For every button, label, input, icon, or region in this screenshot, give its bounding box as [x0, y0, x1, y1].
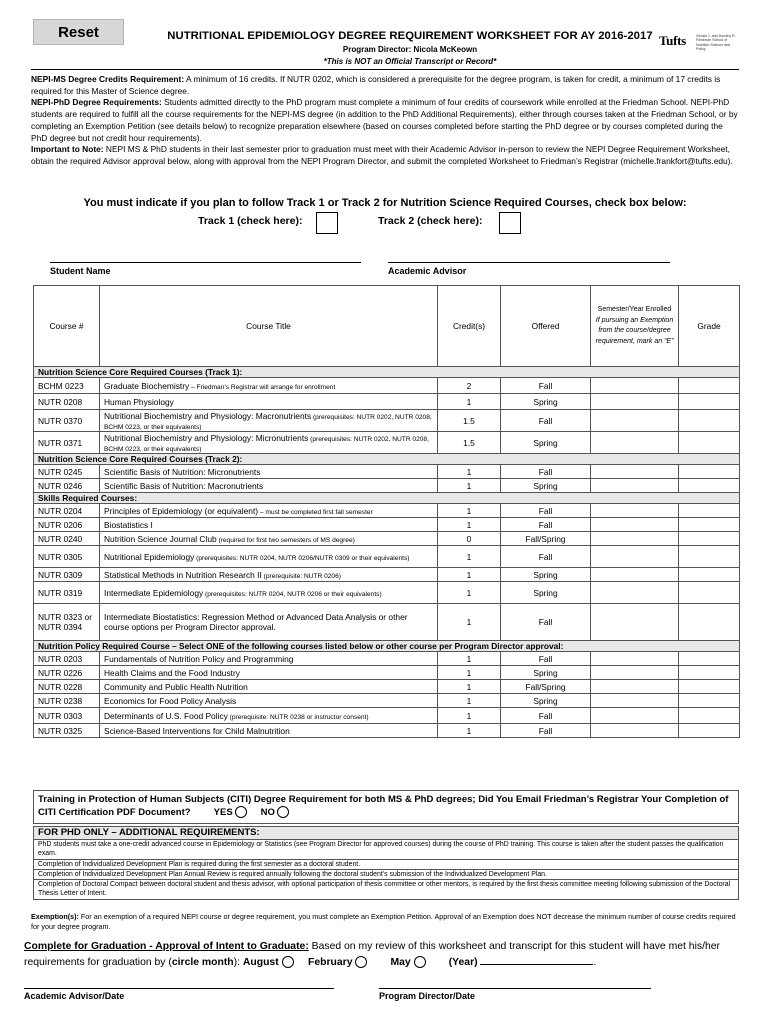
grade-cell[interactable] — [679, 694, 740, 708]
table-row — [34, 666, 740, 680]
logo-subtitle: Gerald J. and Dorothy R. Friedman School of Nutrition Science and Policy — [696, 34, 736, 51]
tufts-wordmark: Tufts — [659, 33, 686, 48]
semester-enrolled-cell[interactable] — [591, 465, 679, 479]
course-offered: Fall — [501, 604, 591, 641]
course-credits: 1 — [438, 568, 501, 582]
course-title — [100, 582, 438, 604]
course-offered: Fall — [501, 504, 591, 518]
phd-requirement-row — [34, 840, 739, 860]
grade-cell[interactable] — [679, 724, 740, 738]
course-title — [100, 694, 438, 708]
course-title — [100, 432, 438, 454]
course-title-text: Economics for Food Policy Analysis — [104, 695, 237, 706]
citi-no-label: NO — [260, 807, 275, 818]
ms-label: NEPI-MS Degree Credits Requirement: — [31, 74, 185, 84]
course-title — [100, 532, 438, 546]
course-title — [100, 546, 438, 568]
course-offered: Fall/Spring — [501, 680, 591, 694]
course-credits: 1 — [438, 518, 501, 532]
course-offered: Spring — [501, 568, 591, 582]
course-credits: 1 — [438, 652, 501, 666]
semester-enrolled-cell[interactable] — [591, 694, 679, 708]
course-title-text: Health Claims and the Food Industry — [104, 667, 240, 678]
exemption-note — [31, 912, 741, 932]
course-title — [100, 518, 438, 532]
advisor-signature-line[interactable] — [24, 988, 334, 989]
reset-button[interactable]: Reset — [33, 19, 124, 45]
course-title-text: Fundamentals of Nutrition Policy and Programming — [104, 653, 294, 664]
table-row — [34, 518, 740, 532]
course-offered: Spring — [501, 666, 591, 680]
semester-enrolled-cell[interactable] — [591, 410, 679, 432]
course-title-text: Science-Based Interventions for Child Malnutrition — [104, 725, 290, 736]
course-offered: Fall — [501, 378, 591, 394]
course-note: (prerequisites: NUTR 0204, NUTR 0206 or their equivalents) — [203, 590, 382, 598]
advisor-name-line[interactable] — [388, 262, 670, 263]
course-title — [100, 652, 438, 666]
course-number: NUTR 0371 — [34, 432, 100, 454]
year-input-line[interactable] — [480, 954, 593, 965]
citi-text: Training in Protection of Human Subjects (CITI) Degree Requirement for both MS & PhD degrees; Did You Email Friedman’s Registrar Your Completion of CITI Certification PDF Document? — [38, 794, 729, 818]
graduation-label: Complete for Graduation - Approval of Intent to Graduate: — [24, 941, 309, 952]
course-number: NUTR 0246 — [34, 479, 100, 493]
course-title-text: Nutritional Biochemistry and Physiology: Micronutrients — [104, 432, 309, 443]
course-title-text: Graduate Biochemistry — [104, 380, 190, 391]
header-offered: Offered — [501, 286, 591, 367]
course-offered: Fall — [501, 546, 591, 568]
course-title — [100, 680, 438, 694]
grade-cell[interactable] — [679, 652, 740, 666]
exemption-label: Exemption(s): — [31, 912, 79, 921]
grade-cell[interactable] — [679, 532, 740, 546]
course-credits: 1.5 — [438, 410, 501, 432]
director-date-label: Program Director/Date — [379, 991, 476, 1001]
course-number: NUTR 0325 — [34, 724, 100, 738]
course-number: NUTR 0305 — [34, 546, 100, 568]
table-row — [34, 465, 740, 479]
course-number: NUTR 0203 — [34, 652, 100, 666]
course-credits: 1 — [438, 666, 501, 680]
course-title — [100, 479, 438, 493]
august-radio[interactable] — [282, 956, 294, 968]
table-row — [34, 582, 740, 604]
course-table — [33, 285, 740, 738]
semester-enrolled-cell[interactable] — [591, 432, 679, 454]
requirements-intro — [31, 74, 741, 168]
course-note: (prerequisites: NUTR 0202, NUTR 0208, BCHM 0223, or their equivalents) — [104, 413, 432, 431]
semester-enrolled-cell[interactable] — [591, 532, 679, 546]
table-row — [34, 479, 740, 493]
grade-cell[interactable] — [679, 546, 740, 568]
table-row — [34, 378, 740, 394]
semester-enrolled-cell[interactable] — [591, 604, 679, 641]
section-title-policy: Nutrition Policy Required Course – Select ONE of the following courses listed below or other course per Program Director approval: — [34, 641, 740, 652]
graduation-approval — [24, 939, 744, 970]
transcript-notice: *This is NOT an Official Transcript or Record* — [323, 57, 497, 66]
semester-enrolled-cell[interactable] — [591, 518, 679, 532]
track2-label: Track 2 (check here): — [378, 215, 483, 227]
course-number: NUTR 0226 — [34, 666, 100, 680]
phd-label: NEPI-PhD Degree Requirements: — [31, 97, 162, 108]
course-note: (required for first two semesters of MS degree) — [216, 536, 355, 544]
graduation-text1: Based on my review of this worksheet and transcript for this student will have met his/her requirements for graduation by ( — [24, 941, 720, 968]
course-number: NUTR 0238 — [34, 694, 100, 708]
section-title-track1: Nutrition Science Core Required Courses (Track 1): — [34, 367, 740, 378]
graduation-text2: ): — [233, 957, 240, 968]
course-number: NUTR 0323 or NUTR 0394 — [34, 604, 100, 641]
course-title — [100, 378, 438, 394]
course-offered: Spring — [501, 582, 591, 604]
table-header-row — [34, 286, 740, 367]
header-semester-note: If pursuing an Exemption from the course/degree requirement, mark an “E” — [595, 316, 674, 345]
page-title: NUTRITIONAL EPIDEMIOLOGY DEGREE REQUIREMENT WORKSHEET FOR AY 2016-2017 — [167, 30, 653, 42]
phd-requirement-text: Completion of Individualized Development Plan Annual Review is required annually following the doctoral student’s submission of the Individualized Development Plan. — [34, 869, 739, 879]
grade-cell[interactable] — [679, 432, 740, 454]
course-offered: Fall — [501, 724, 591, 738]
table-row — [34, 394, 740, 410]
grade-cell[interactable] — [679, 479, 740, 493]
course-number: NUTR 0204 — [34, 504, 100, 518]
phd-requirement-row — [34, 880, 739, 900]
course-title-text: Statistical Methods in Nutrition Research II — [104, 569, 262, 580]
graduation-period: . — [593, 957, 597, 968]
phd-requirement-text: Completion of Doctoral Compact between doctoral student and thesis advisor, with optional participation of thesis committee or other mentors, is required by the first thesis committee meeting following submission of the Doctoral Thesis Letter of Intent. — [34, 880, 739, 900]
student-name-label: Student Name — [50, 266, 111, 276]
course-number: BCHM 0223 — [34, 378, 100, 394]
course-title — [100, 724, 438, 738]
course-credits: 0 — [438, 532, 501, 546]
course-note: (prerequisite: NUTR 0206) — [261, 572, 341, 580]
phd-requirement-row — [34, 859, 739, 869]
course-offered: Spring — [501, 432, 591, 454]
course-offered: Spring — [501, 394, 591, 410]
course-number: NUTR 0370 — [34, 410, 100, 432]
section-row-track1 — [34, 367, 740, 378]
director-signature-line[interactable] — [379, 988, 651, 989]
course-number: NUTR 0240 — [34, 532, 100, 546]
track2-checkbox[interactable] — [499, 212, 521, 234]
table-row — [34, 432, 740, 454]
august-label: August — [242, 957, 279, 968]
course-credits: 2 — [438, 378, 501, 394]
section-title-skills: Skills Required Courses: — [34, 493, 740, 504]
course-credits: 1 — [438, 504, 501, 518]
course-credits: 1 — [438, 694, 501, 708]
exemption-text: For an exemption of a required NEPI course or degree requirement, you must complete an Exemption Petition. Approval of an Exemption does NOT decrease the minimum number of course credits required for your degree program. — [31, 912, 736, 932]
course-number: NUTR 0245 — [34, 465, 100, 479]
grade-cell[interactable] — [679, 410, 740, 432]
grade-cell[interactable] — [679, 680, 740, 694]
course-number: NUTR 0228 — [34, 680, 100, 694]
semester-enrolled-cell[interactable] — [591, 504, 679, 518]
table-row — [34, 680, 740, 694]
course-offered: Spring — [501, 479, 591, 493]
header-semester — [591, 286, 679, 367]
february-radio[interactable] — [355, 956, 367, 968]
course-credits: 1 — [438, 724, 501, 738]
course-title — [100, 394, 438, 410]
phd-requirement-text: Completion of Individualized Development Plan is required during the first semester as a doctoral student. — [34, 859, 739, 869]
table-row — [34, 604, 740, 641]
table-row — [34, 546, 740, 568]
course-title — [100, 465, 438, 479]
important-note — [31, 144, 741, 167]
semester-enrolled-cell[interactable] — [591, 546, 679, 568]
course-note: (prerequisite: NUTR 0238 or instructor consent) — [227, 713, 369, 721]
advisor-date-label: Academic Advisor/Date — [24, 991, 125, 1001]
course-credits: 1 — [438, 394, 501, 410]
course-title-text: Determinants of U.S. Food Policy — [104, 710, 228, 721]
grade-cell[interactable] — [679, 378, 740, 394]
track-heading: You must indicate if you plan to follow Track 1 or Track 2 for Nutrition Science Required Courses, check box below: — [83, 197, 687, 209]
grade-cell[interactable] — [679, 394, 740, 410]
grade-cell[interactable] — [679, 666, 740, 680]
circle-month-label: circle month — [171, 957, 234, 968]
ms-text: A minimum of 16 credits. If NUTR 0202, which is considered a prerequisite for the degree program, is taken for credit, a minimum of 17 credits is required for this Master of Science degree. — [31, 74, 721, 96]
table-row — [34, 410, 740, 432]
course-title-text: Scientific Basis of Nutrition: Macronutrients — [104, 480, 264, 491]
student-name-line[interactable] — [50, 262, 361, 263]
table-row — [34, 504, 740, 518]
section-row-policy — [34, 641, 740, 652]
february-label: February — [308, 957, 353, 968]
course-note: – must be completed first fall semester — [258, 508, 373, 516]
citi-yes-radio[interactable] — [235, 806, 247, 818]
phd-title-row — [34, 827, 739, 840]
note-label: Important to Note: — [31, 144, 104, 155]
course-number: NUTR 0309 — [34, 568, 100, 582]
course-credits: 1 — [438, 680, 501, 694]
semester-enrolled-cell[interactable] — [591, 582, 679, 604]
course-title-text: Nutritional Epidemiology — [104, 551, 195, 562]
course-offered: Fall — [501, 708, 591, 724]
course-title — [100, 410, 438, 432]
grade-cell[interactable] — [679, 518, 740, 532]
course-credits: 1 — [438, 604, 501, 641]
citi-requirement — [33, 790, 739, 824]
header-title: Course Title — [100, 286, 438, 367]
phd-requirements-table — [33, 826, 739, 900]
course-credits: 1 — [438, 708, 501, 724]
grade-cell[interactable] — [679, 568, 740, 582]
course-title-text: Principles of Epidemiology (or equivalent) — [104, 505, 259, 516]
semester-enrolled-cell[interactable] — [591, 680, 679, 694]
header-grade: Grade — [679, 286, 740, 367]
header-semester-label: Semester/Year Enrolled — [597, 306, 672, 313]
course-number: NUTR 0208 — [34, 394, 100, 410]
grade-cell[interactable] — [679, 504, 740, 518]
track1-label: Track 1 (check here): — [198, 215, 303, 227]
course-number: NUTR 0303 — [34, 708, 100, 724]
section-row-track2 — [34, 454, 740, 465]
ms-requirement — [31, 74, 741, 97]
course-offered: Fall — [501, 652, 591, 666]
course-title — [100, 666, 438, 680]
section-title-track2: Nutrition Science Core Required Courses (Track 2): — [34, 454, 740, 465]
may-label: May — [390, 957, 411, 968]
course-credits: 1 — [438, 479, 501, 493]
course-title-text: Nutritional Biochemistry and Physiology: Macronutrients — [104, 410, 312, 421]
grade-cell[interactable] — [679, 465, 740, 479]
grade-cell[interactable] — [679, 604, 740, 641]
phd-title: FOR PHD ONLY – ADDITIONAL REQUIREMENTS: — [34, 827, 739, 840]
course-note: (prerequisites: NUTR 0202, NUTR 0208, BCHM 0223, or their equivalents) — [104, 435, 429, 453]
course-title — [100, 504, 438, 518]
course-title-text: Intermediate Epidemiology — [104, 587, 204, 598]
semester-enrolled-cell[interactable] — [591, 708, 679, 724]
phd-requirement — [31, 97, 741, 144]
course-offered: Spring — [501, 694, 591, 708]
semester-enrolled-cell[interactable] — [591, 666, 679, 680]
semester-enrolled-cell[interactable] — [591, 479, 679, 493]
course-title — [100, 708, 438, 724]
header-credits: Credit(s) — [438, 286, 501, 367]
note-text: NEPI MS & PhD students in their last semester prior to graduation must meet with their Academic Advisor in-person to review the NEPI Degree Requirement Worksheet, obtain the required Advisor approval below, along with approval from the NEPI Program Director, and submit the completed Worksheet to Friedman’s Registrar (michelle.frankfort@tufts.edu). — [31, 144, 733, 166]
table-row — [34, 708, 740, 724]
semester-enrolled-cell[interactable] — [591, 378, 679, 394]
course-title-text: Intermediate Biostatistics: Regression Method or Advanced Data Analysis or other course options per Program Director approval. — [104, 612, 408, 632]
course-title-text: Community and Public Health Nutrition — [104, 681, 248, 692]
course-title-text: Human Physiology — [104, 396, 174, 407]
advisor-name-label: Academic Advisor — [388, 266, 467, 276]
table-row — [34, 724, 740, 738]
semester-enrolled-cell[interactable] — [591, 652, 679, 666]
phd-requirement-row — [34, 869, 739, 879]
grade-cell[interactable] — [679, 582, 740, 604]
program-director: Program Director: Nicola McKeown — [342, 45, 478, 54]
semester-enrolled-cell[interactable] — [591, 724, 679, 738]
course-number: NUTR 0319 — [34, 582, 100, 604]
course-title — [100, 604, 438, 641]
phd-text: Students admitted directly to the PhD program must complete a minimum of four credits of coursework while enrolled at the Friedman School. NEPI-PhD students are required to fulfill all the course requirements for the NEPI-MS degree (in addition to the PhD Additional Requirements), either through courses taken at the Friedman School, or by completing an Exemption Petition (see details below) to recognize preparation elsewhere (based on courses completed before starting the PhD degree or by courses completed during the PhD degree but not credit hour requirements). — [31, 97, 738, 143]
header-course: Course # — [34, 286, 100, 367]
year-label: (Year) — [448, 957, 478, 968]
course-offered: Fall — [501, 410, 591, 432]
may-radio[interactable] — [414, 956, 426, 968]
course-offered: Fall/Spring — [501, 532, 591, 546]
course-credits: 1 — [438, 546, 501, 568]
course-offered: Fall — [501, 518, 591, 532]
table-row — [34, 568, 740, 582]
semester-enrolled-cell[interactable] — [591, 568, 679, 582]
course-credits: 1 — [438, 582, 501, 604]
course-title — [100, 568, 438, 582]
phd-requirement-text: PhD students must take a one-credit advanced course in Epidemiology or Statistics (see Program Director for approved courses) during the course of PhD training. This course is taken after the student passes the qualification exam. — [34, 840, 739, 860]
course-title-text: Scientific Basis of Nutrition: Micronutrients — [104, 466, 261, 477]
course-note: (prerequisites: NUTR 0204, NUTR 0206/NUTR 0309 or their equivalents) — [194, 554, 410, 562]
course-offered: Fall — [501, 465, 591, 479]
course-credits: 1.5 — [438, 432, 501, 454]
header-divider — [31, 69, 739, 70]
course-credits: 1 — [438, 465, 501, 479]
course-title-text: Biostatistics I — [104, 519, 153, 530]
citi-yes-label: YES — [213, 807, 233, 818]
course-note: – Friedman’s Registrar will arrange for enrollment — [189, 383, 336, 391]
tufts-logo — [659, 33, 739, 51]
table-row — [34, 694, 740, 708]
section-row-skills — [34, 493, 740, 504]
grade-cell[interactable] — [679, 708, 740, 724]
table-row — [34, 532, 740, 546]
semester-enrolled-cell[interactable] — [591, 394, 679, 410]
course-title-text: Nutrition Science Journal Club — [104, 533, 217, 544]
course-number: NUTR 0206 — [34, 518, 100, 532]
citi-no-radio[interactable] — [277, 806, 289, 818]
table-row — [34, 652, 740, 666]
track1-checkbox[interactable] — [316, 212, 338, 234]
